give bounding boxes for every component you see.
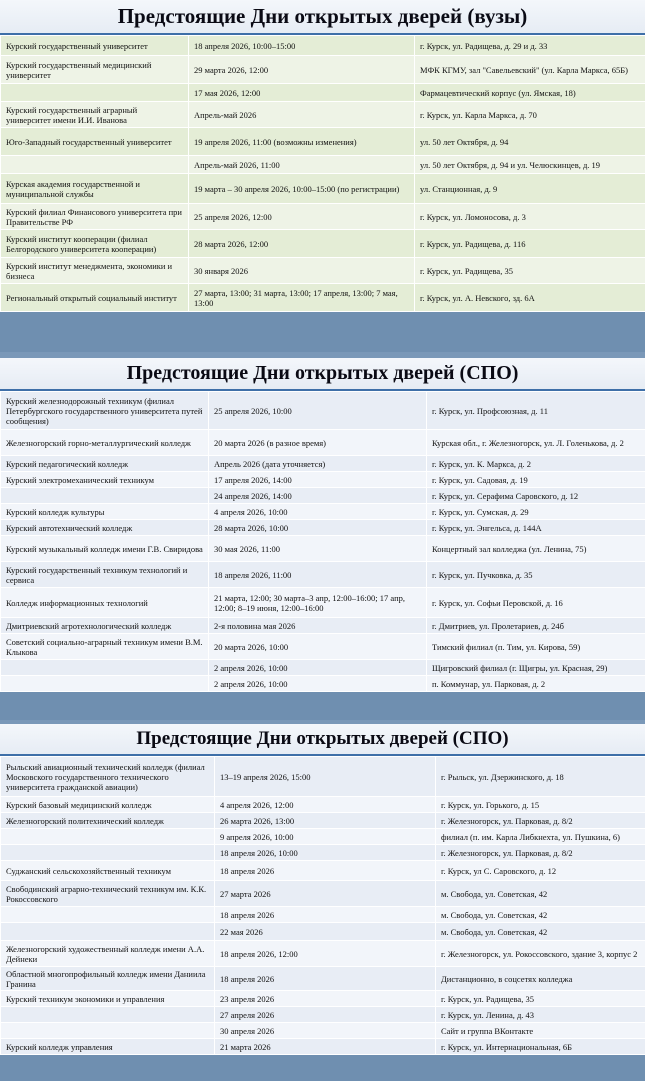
section-spo-1 — [0, 358, 645, 720]
event-address: ул. Станционная, д. 9 — [415, 174, 645, 204]
institution-name: Курский электромеханический техникум — [1, 472, 209, 488]
institution-name: Дмитриевский агротехнологический колледж — [1, 618, 209, 634]
table-row — [1, 588, 645, 618]
table-row — [1, 923, 645, 941]
institution-name: Курский колледж управления — [1, 1039, 215, 1055]
event-address: г. Железногорск, ул. Рокоссовского, здание 3, корпус 2 — [436, 941, 645, 967]
institution-name: Курский государственный техникум технологий и сервиса — [1, 562, 209, 588]
event-date: 2 апреля 2026, 10:00 — [209, 676, 427, 692]
table-row — [1, 156, 645, 174]
table-row — [1, 36, 645, 56]
table-row — [1, 102, 645, 128]
event-address: МФК КГМУ, зал "Савельевский" (ул. Карла Маркса, 65Б) — [415, 56, 645, 84]
event-address: Сайт и группа ВКонтакте — [436, 1023, 645, 1039]
section-universities — [0, 0, 645, 352]
institution-name — [1, 488, 209, 504]
event-address: г. Курск, ул. Садовая, д. 19 — [427, 472, 645, 488]
institution-name — [1, 923, 215, 941]
event-address: ул. 50 лет Октября, д. 94 — [415, 128, 645, 156]
event-date: 18 апреля 2026 — [215, 861, 436, 881]
event-date: 17 апреля 2026, 14:00 — [209, 472, 427, 488]
event-address: м. Свобода, ул. Советская, 42 — [436, 907, 645, 923]
event-address: г. Железногорск, ул. Парковая, д. 8/2 — [436, 813, 645, 829]
institution-name: Курский государственный университет — [1, 36, 189, 56]
event-date: 27 апреля 2026 — [215, 1007, 436, 1023]
event-date: 30 января 2026 — [189, 258, 415, 284]
table-row — [1, 536, 645, 562]
institution-name — [1, 845, 215, 861]
section-spo-2 — [0, 724, 645, 1081]
table-row — [1, 881, 645, 907]
event-address: г. Рыльск, ул. Дзержинского, д. 18 — [436, 757, 645, 797]
table-row — [1, 174, 645, 204]
event-date: 27 марта 2026 — [215, 881, 436, 907]
event-date: 4 апреля 2026, 12:00 — [215, 797, 436, 813]
institution-name: Железногорский художественный колледж имени А.А. Дейнеки — [1, 941, 215, 967]
event-address: г. Курск, ул. Софьи Перовской, д. 16 — [427, 588, 645, 618]
table-row — [1, 941, 645, 967]
institution-name: Курский музыкальный колледж имени Г.В. Свиридова — [1, 536, 209, 562]
event-date: 18 апреля 2026, 10:00–15:00 — [189, 36, 415, 56]
section-title: Предстоящие Дни открытых дверей (вузы) — [0, 0, 645, 35]
institution-name: Свободинский аграрно-технический техникум им. К.К. Рокоссовского — [1, 881, 215, 907]
event-address: ул. 50 лет Октября, д. 94 и ул. Челюскинцев, д. 19 — [415, 156, 645, 174]
event-address: г. Курск, ул. Радищева, 35 — [415, 258, 645, 284]
table-row — [1, 967, 645, 991]
table-row — [1, 861, 645, 881]
institution-name: Областной многопрофильный колледж имени Даниила Гранина — [1, 967, 215, 991]
table-row — [1, 797, 645, 813]
institution-name — [1, 829, 215, 845]
institution-name: Курский государственный аграрный университет имени И.И. Иванова — [1, 102, 189, 128]
event-date: 21 марта 2026 — [215, 1039, 436, 1055]
table-row — [1, 845, 645, 861]
event-address: Щигровский филиал (г. Щигры, ул. Красная, 29) — [427, 660, 645, 676]
event-date: Апрель-май 2026 — [189, 102, 415, 128]
event-address: г. Курск, ул. Пучковка, д. 35 — [427, 562, 645, 588]
event-date: 18 апреля 2026, 12:00 — [215, 941, 436, 967]
institution-name: Курский базовый медицинский колледж — [1, 797, 215, 813]
institution-name — [1, 676, 209, 692]
event-address: г. Курск, ул. Серафима Саровского, д. 12 — [427, 488, 645, 504]
table-row — [1, 634, 645, 660]
event-address: г. Курск, ул. Сумская, д. 29 — [427, 504, 645, 520]
event-date: 22 мая 2026 — [215, 923, 436, 941]
event-date: 20 марта 2026 (в разное время) — [209, 430, 427, 456]
institution-name: Курская академия государственной и муниципальной службы — [1, 174, 189, 204]
events-table — [0, 756, 645, 1055]
event-date: 18 апреля 2026 — [215, 907, 436, 923]
table-row — [1, 907, 645, 923]
institution-name: Курский государственный медицинский университет — [1, 56, 189, 84]
table-row — [1, 1039, 645, 1055]
event-date: 17 мая 2026, 12:00 — [189, 84, 415, 102]
event-date: 26 марта 2026, 13:00 — [215, 813, 436, 829]
section-title: Предстоящие Дни открытых дверей (СПО) — [0, 358, 645, 391]
table-row — [1, 991, 645, 1007]
event-date: 23 апреля 2026 — [215, 991, 436, 1007]
table-row — [1, 56, 645, 84]
institution-name — [1, 1007, 215, 1023]
table-row — [1, 504, 645, 520]
table-row — [1, 430, 645, 456]
event-address: п. Коммунар, ул. Парковая, д. 2 — [427, 676, 645, 692]
event-date: 29 марта 2026, 12:00 — [189, 56, 415, 84]
table-row — [1, 84, 645, 102]
event-address: г. Курск, ул. Радищева, д. 29 и д. 33 — [415, 36, 645, 56]
event-date: 20 марта 2026, 10:00 — [209, 634, 427, 660]
institution-name: Курский техникум экономики и управления — [1, 991, 215, 1007]
event-address: г. Курск, ул. Профсоюзная, д. 11 — [427, 392, 645, 430]
table-row — [1, 1023, 645, 1039]
table-row — [1, 618, 645, 634]
institution-name: Железногорский политехнический колледж — [1, 813, 215, 829]
event-date: 28 марта 2026, 10:00 — [209, 520, 427, 536]
event-address: г. Курск, ул. Карла Маркса, д. 70 — [415, 102, 645, 128]
event-address: г. Железногорск, ул. Парковая, д. 8/2 — [436, 845, 645, 861]
event-date: 28 марта 2026, 12:00 — [189, 230, 415, 258]
event-date: 18 апреля 2026 — [215, 967, 436, 991]
table-row — [1, 520, 645, 536]
event-date: 4 апреля 2026, 10:00 — [209, 504, 427, 520]
event-date: 24 апреля 2026, 14:00 — [209, 488, 427, 504]
event-date: Апрель-май 2026, 11:00 — [189, 156, 415, 174]
institution-name: Курский педагогический колледж — [1, 456, 209, 472]
institution-name: Курский институт менеджмента, экономики и бизнеса — [1, 258, 189, 284]
event-date: 2 апреля 2026, 10:00 — [209, 660, 427, 676]
institution-name: Железногорский горно-металлургический колледж — [1, 430, 209, 456]
event-date: 2-я половина мая 2026 — [209, 618, 427, 634]
table-row — [1, 392, 645, 430]
event-address: г. Дмитриев, ул. Пролетариев, д. 24б — [427, 618, 645, 634]
events-table — [0, 391, 645, 692]
event-address: г. Курск, ул С. Саровского, д. 12 — [436, 861, 645, 881]
event-address: г. Курск, ул. Интернациональная, 6Б — [436, 1039, 645, 1055]
event-address: м. Свобода, ул. Советская, 42 — [436, 881, 645, 907]
event-date: 18 апреля 2026, 11:00 — [209, 562, 427, 588]
institution-name: Курский филиал Финансового университета при Правительстве РФ — [1, 204, 189, 230]
institution-name: Юго-Западный государственный университет — [1, 128, 189, 156]
table-row — [1, 284, 645, 312]
table-row — [1, 258, 645, 284]
institution-name: Суджанский сельскохозяйственный техникум — [1, 861, 215, 881]
table-row — [1, 456, 645, 472]
event-address: г. Курск, ул. Энгельса, д. 144А — [427, 520, 645, 536]
institution-name — [1, 156, 189, 174]
table-row — [1, 472, 645, 488]
institution-name: Колледж информационных технологий — [1, 588, 209, 618]
institution-name: Курский институт кооперации (филиал Белгородского университета кооперации) — [1, 230, 189, 258]
institution-name — [1, 907, 215, 923]
event-address: филиал (п. им. Карла Либкнехта, ул. Пушкина, 6) — [436, 829, 645, 845]
institution-name: Курский колледж культуры — [1, 504, 209, 520]
event-address: г. Курск, ул. Радищева, д. 116 — [415, 230, 645, 258]
institution-name: Курский железнодорожный техникум (филиал Петербургского государственного университета путей сообщения) — [1, 392, 209, 430]
event-address: Тимский филиал (п. Тим, ул. Кирова, 59) — [427, 634, 645, 660]
table-row — [1, 829, 645, 845]
event-address: Дистанционно, в соцсетях колледжа — [436, 967, 645, 991]
event-address: Концертный зал колледжа (ул. Ленина, 75) — [427, 536, 645, 562]
event-address: г. Курск, ул. А. Невского, зд. 6А — [415, 284, 645, 312]
institution-name: Рыльский авиационный технический колледж (филиал Московского государственного технического университета гражданской авиации) — [1, 757, 215, 797]
event-date: 19 апреля 2026, 11:00 (возможны изменения) — [189, 128, 415, 156]
event-date: 30 мая 2026, 11:00 — [209, 536, 427, 562]
event-date: 25 апреля 2026, 10:00 — [209, 392, 427, 430]
table-row — [1, 128, 645, 156]
event-date: 30 апреля 2026 — [215, 1023, 436, 1039]
section-title: Предстоящие Дни открытых дверей (СПО) — [0, 724, 645, 756]
event-date: 25 апреля 2026, 12:00 — [189, 204, 415, 230]
institution-name: Курский автотехнический колледж — [1, 520, 209, 536]
event-date: 13–19 апреля 2026, 15:00 — [215, 757, 436, 797]
table-row — [1, 562, 645, 588]
event-address: г. Курск, ул. Ломоносова, д. 3 — [415, 204, 645, 230]
table-row — [1, 660, 645, 676]
institution-name: Советский социально-аграрный техникум имени В.М. Клыкова — [1, 634, 209, 660]
institution-name — [1, 84, 189, 102]
table-row — [1, 230, 645, 258]
institution-name — [1, 660, 209, 676]
table-row — [1, 488, 645, 504]
event-address: г. Курск, ул. Радищева, 35 — [436, 991, 645, 1007]
event-date: 27 марта, 13:00; 31 марта, 13:00; 17 апреля, 13:00; 7 мая, 13:00 — [189, 284, 415, 312]
institution-name: Региональный открытый социальный институт — [1, 284, 189, 312]
event-address: Курская обл., г. Железногорск, ул. Л. Голенькова, д. 2 — [427, 430, 645, 456]
event-date: 18 апреля 2026, 10:00 — [215, 845, 436, 861]
table-row — [1, 676, 645, 692]
events-table — [0, 35, 645, 312]
event-address: Фармацевтический корпус (ул. Ямская, 18) — [415, 84, 645, 102]
event-date: 21 марта, 12:00; 30 марта–3 апр, 12:00–16:00; 17 апр, 12:00; 8–19 июня, 12:00–16:00 — [209, 588, 427, 618]
institution-name — [1, 1023, 215, 1039]
table-row — [1, 757, 645, 797]
event-date: 9 апреля 2026, 10:00 — [215, 829, 436, 845]
event-date: 19 марта – 30 апреля 2026, 10:00–15:00 (по регистрации) — [189, 174, 415, 204]
event-address: г. Курск, ул. Горького, д. 15 — [436, 797, 645, 813]
event-address: м. Свобода, ул. Советская, 42 — [436, 923, 645, 941]
table-row — [1, 204, 645, 230]
table-row — [1, 1007, 645, 1023]
event-date: Апрель 2026 (дата уточняется) — [209, 456, 427, 472]
table-row — [1, 813, 645, 829]
event-address: г. Курск, ул. К. Маркса, д. 2 — [427, 456, 645, 472]
event-address: г. Курск, ул. Ленина, д. 43 — [436, 1007, 645, 1023]
